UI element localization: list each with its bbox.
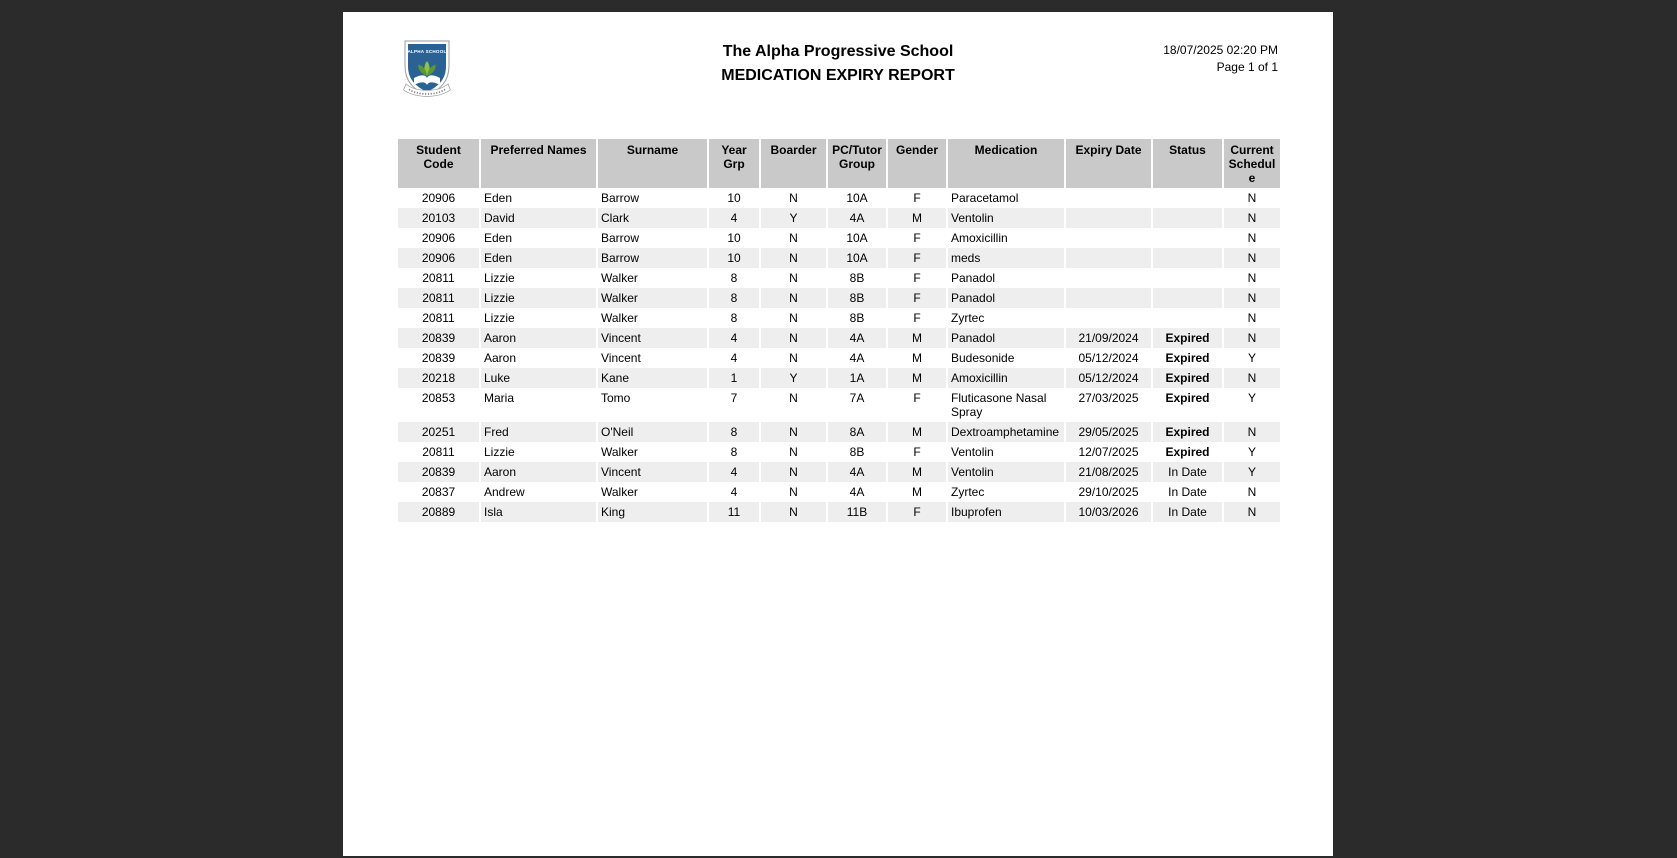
cell-medication: Dextroamphetamine: [947, 422, 1065, 442]
cell-gender: F: [887, 188, 947, 208]
cell-preferred-names: Eden: [480, 248, 597, 268]
cell-preferred-names: Isla: [480, 502, 597, 522]
cell-preferred-names: Fred: [480, 422, 597, 442]
table-row: [398, 388, 1280, 422]
cell-status: Expired: [1152, 388, 1223, 422]
cell-medication: Zyrtec: [947, 308, 1065, 328]
cell-pc-tutor-group: 4A: [827, 482, 887, 502]
cell-gender: M: [887, 422, 947, 442]
column-header-boarder: Boarder: [760, 139, 827, 188]
cell-medication: meds: [947, 248, 1065, 268]
cell-current-schedule: N: [1223, 248, 1280, 268]
cell-student-code: 20839: [398, 328, 480, 348]
cell-preferred-names: Maria: [480, 388, 597, 422]
cell-boarder: N: [760, 462, 827, 482]
column-header-expiry-date: Expiry Date: [1065, 139, 1152, 188]
cell-surname: Vincent: [597, 348, 708, 368]
table-row: [398, 482, 1280, 502]
cell-expiry-date: 27/03/2025: [1065, 388, 1152, 422]
cell-student-code: 20853: [398, 388, 480, 422]
cell-status: Expired: [1152, 422, 1223, 442]
cell-current-schedule: Y: [1247, 351, 1256, 365]
cell-boarder: N: [760, 388, 827, 422]
cell-boarder: Y: [760, 208, 827, 228]
cell-current-schedule: N: [1247, 485, 1257, 499]
cell-student-code: 20811: [398, 442, 480, 462]
cell-expiry-date: [1065, 268, 1152, 288]
cell-medication: Budesonide: [947, 348, 1065, 368]
cell-pc-tutor-group: 11B: [827, 502, 887, 522]
column-header-surname: Surname: [597, 139, 708, 188]
cell-student-code: 20839: [398, 462, 480, 482]
page-indicator: Page 1 of 1: [1216, 60, 1278, 74]
cell-student-code: 20839: [398, 348, 480, 368]
cell-preferred-names: Lizzie: [480, 442, 597, 462]
cell-surname: Vincent: [597, 328, 708, 348]
cell-pc-tutor-group: 8A: [827, 422, 887, 442]
cell-student-code: 20906: [398, 228, 480, 248]
cell-boarder: N: [760, 422, 827, 442]
report-page: [343, 12, 1333, 856]
cell-current-schedule: N: [1223, 208, 1280, 228]
cell-medication: Panadol: [947, 268, 1065, 288]
cell-student-code: 20811: [398, 288, 480, 308]
cell-pc-tutor-group: 1A: [827, 368, 887, 388]
cell-year-grp: 4: [708, 462, 760, 482]
cell-status: [1152, 288, 1223, 308]
cell-gender: F: [887, 308, 947, 328]
cell-expiry-date: 29/10/2025: [1065, 482, 1152, 502]
cell-preferred-names: Aaron: [480, 462, 597, 482]
cell-boarder: N: [760, 268, 827, 288]
cell-gender: M: [887, 328, 947, 348]
cell-status: Expired: [1152, 328, 1223, 348]
cell-pc-tutor-group: 8B: [827, 308, 887, 328]
table-row: [398, 228, 1280, 248]
cell-expiry-date: [1065, 308, 1152, 328]
cell-current-schedule: N: [1247, 231, 1257, 245]
cell-boarder: N: [760, 228, 827, 248]
cell-boarder: N: [760, 482, 827, 502]
cell-pc-tutor-group: 4A: [827, 208, 887, 228]
cell-boarder: N: [760, 442, 827, 462]
cell-boarder: N: [760, 348, 827, 368]
cell-status: [1152, 228, 1223, 248]
cell-surname: Kane: [597, 368, 708, 388]
cell-status: In Date: [1152, 462, 1223, 482]
cell-surname: King: [597, 502, 708, 522]
cell-current-schedule: N: [1247, 271, 1257, 285]
crest-banner-text: ALPHA SCHOOL: [407, 49, 447, 54]
cell-gender: M: [887, 208, 947, 228]
cell-year-grp: 10: [708, 248, 760, 268]
cell-preferred-names: Lizzie: [480, 268, 597, 288]
cell-pc-tutor-group: 10A: [827, 248, 887, 268]
cell-gender: M: [887, 368, 947, 388]
cell-surname: Walker: [597, 482, 708, 502]
cell-pc-tutor-group: 4A: [827, 328, 887, 348]
cell-pc-tutor-group: 8B: [827, 442, 887, 462]
cell-current-schedule: Y: [1247, 391, 1256, 405]
cell-preferred-names: Luke: [480, 368, 597, 388]
column-header-status: Status: [1152, 139, 1223, 188]
cell-pc-tutor-group: 8B: [827, 268, 887, 288]
cell-year-grp: 8: [708, 442, 760, 462]
cell-gender: F: [887, 228, 947, 248]
cell-expiry-date: 29/05/2025: [1065, 422, 1152, 442]
cell-medication: Ibuprofen: [947, 502, 1065, 522]
report-meta: [1163, 42, 1278, 76]
cell-current-schedule: N: [1223, 288, 1280, 308]
cell-current-schedule: N: [1247, 311, 1257, 325]
cell-expiry-date: 10/03/2026: [1065, 502, 1152, 522]
cell-year-grp: 4: [708, 348, 760, 368]
cell-current-schedule: N: [1223, 422, 1280, 442]
cell-expiry-date: [1065, 188, 1152, 208]
cell-expiry-date: 21/08/2025: [1065, 462, 1152, 482]
cell-gender: F: [887, 502, 947, 522]
cell-year-grp: 1: [708, 368, 760, 388]
table-row: [398, 268, 1280, 288]
generated-timestamp: 18/07/2025 02:20 PM: [1163, 43, 1278, 57]
cell-status: [1152, 268, 1223, 288]
cell-medication: Ventolin: [947, 462, 1065, 482]
cell-boarder: N: [760, 248, 827, 268]
cell-year-grp: 10: [708, 188, 760, 208]
cell-medication: Ventolin: [947, 442, 1065, 462]
cell-year-grp: 4: [708, 482, 760, 502]
cell-year-grp: 11: [708, 502, 760, 522]
cell-preferred-names: David: [480, 208, 597, 228]
cell-status: Expired: [1152, 368, 1223, 388]
cell-status: [1152, 188, 1223, 208]
report-title: MEDICATION EXPIRY REPORT: [721, 67, 955, 84]
cell-status: [1152, 248, 1223, 268]
cell-medication: Amoxicillin: [947, 368, 1065, 388]
cell-surname: Vincent: [597, 462, 708, 482]
cell-surname: Barrow: [597, 248, 708, 268]
cell-student-code: 20251: [398, 422, 480, 442]
table-row: [398, 462, 1280, 482]
cell-preferred-names: Eden: [480, 188, 597, 208]
cell-student-code: 20906: [398, 188, 480, 208]
cell-pc-tutor-group: 4A: [827, 348, 887, 368]
cell-boarder: Y: [760, 368, 827, 388]
cell-current-schedule: Y: [1223, 462, 1280, 482]
cell-preferred-names: Eden: [480, 228, 597, 248]
cell-gender: M: [887, 348, 947, 368]
cell-medication: Paracetamol: [947, 188, 1065, 208]
cell-pc-tutor-group: 10A: [827, 228, 887, 248]
table-row: [398, 248, 1280, 268]
cell-year-grp: 8: [708, 308, 760, 328]
cell-surname: Walker: [597, 288, 708, 308]
table-header-row: [398, 139, 1280, 188]
cell-year-grp: 7: [708, 388, 760, 422]
medication-expiry-table: [398, 139, 1280, 522]
cell-student-code: 20837: [398, 482, 480, 502]
table-row: [398, 308, 1280, 328]
cell-pc-tutor-group: 4A: [827, 462, 887, 482]
cell-year-grp: 4: [708, 328, 760, 348]
cell-student-code: 20811: [398, 308, 480, 328]
cell-medication: Zyrtec: [947, 482, 1065, 502]
table-row: [398, 208, 1280, 228]
cell-student-code: 20218: [398, 368, 480, 388]
cell-surname: O'Neil: [597, 422, 708, 442]
cell-year-grp: 4: [708, 208, 760, 228]
cell-gender: M: [887, 482, 947, 502]
cell-medication: Panadol: [947, 328, 1065, 348]
school-name: The Alpha Progressive School: [722, 43, 954, 60]
cell-current-schedule: N: [1223, 368, 1280, 388]
cell-preferred-names: Aaron: [480, 328, 597, 348]
column-header-preferred-names: Preferred Names: [480, 139, 597, 188]
cell-surname: Clark: [597, 208, 708, 228]
column-header-student-code: Student Code: [398, 139, 480, 188]
column-header-year-grp: Year Grp: [708, 139, 760, 188]
column-header-pc-tutor-group: PC/Tutor Group: [827, 139, 887, 188]
cell-status: Expired: [1152, 442, 1223, 462]
cell-boarder: N: [760, 502, 827, 522]
cell-preferred-names: Andrew: [480, 482, 597, 502]
cell-expiry-date: [1065, 208, 1152, 228]
cell-status: Expired: [1152, 348, 1223, 368]
cell-surname: Barrow: [597, 188, 708, 208]
table-row: [398, 422, 1280, 442]
cell-expiry-date: 05/12/2024: [1065, 368, 1152, 388]
cell-year-grp: 8: [708, 422, 760, 442]
cell-expiry-date: [1065, 228, 1152, 248]
cell-gender: F: [887, 248, 947, 268]
cell-surname: Walker: [597, 268, 708, 288]
cell-pc-tutor-group: 7A: [827, 388, 887, 422]
cell-current-schedule: N: [1247, 191, 1257, 205]
cell-preferred-names: Lizzie: [480, 288, 597, 308]
cell-status: In Date: [1152, 482, 1223, 502]
cell-year-grp: 8: [708, 288, 760, 308]
cell-surname: Walker: [597, 442, 708, 462]
cell-boarder: N: [760, 308, 827, 328]
table-row: [398, 328, 1280, 348]
column-header-current-schedule: Current Schedule: [1223, 139, 1280, 188]
cell-student-code: 20889: [398, 502, 480, 522]
cell-year-grp: 10: [708, 228, 760, 248]
cell-current-schedule: N: [1223, 328, 1280, 348]
cell-boarder: N: [760, 188, 827, 208]
cell-medication: Ventolin: [947, 208, 1065, 228]
cell-expiry-date: 21/09/2024: [1065, 328, 1152, 348]
cell-surname: Walker: [597, 308, 708, 328]
cell-boarder: N: [760, 288, 827, 308]
table-row: [398, 348, 1280, 368]
table-body: [398, 188, 1280, 522]
cell-gender: M: [887, 462, 947, 482]
cell-pc-tutor-group: 8B: [827, 288, 887, 308]
cell-student-code: 20811: [398, 268, 480, 288]
cell-expiry-date: [1065, 248, 1152, 268]
cell-surname: Tomo: [597, 388, 708, 422]
cell-gender: F: [887, 288, 947, 308]
cell-pc-tutor-group: 10A: [827, 188, 887, 208]
cell-student-code: 20906: [398, 248, 480, 268]
cell-gender: F: [887, 388, 947, 422]
cell-status: [1152, 308, 1223, 328]
cell-expiry-date: 05/12/2024: [1065, 348, 1152, 368]
cell-medication: Panadol: [947, 288, 1065, 308]
cell-current-schedule: Y: [1247, 445, 1256, 459]
table-row: [398, 288, 1280, 308]
cell-student-code: 20103: [398, 208, 480, 228]
table-row: [398, 188, 1280, 208]
cell-gender: F: [887, 268, 947, 288]
cell-surname: Barrow: [597, 228, 708, 248]
cell-boarder: N: [760, 328, 827, 348]
cell-medication: Fluticasone Nasal Spray: [947, 388, 1065, 422]
cell-status: In Date: [1152, 502, 1223, 522]
cell-gender: F: [887, 442, 947, 462]
cell-expiry-date: [1065, 288, 1152, 308]
cell-preferred-names: Aaron: [480, 348, 597, 368]
table-row: [398, 368, 1280, 388]
table-row: [398, 442, 1280, 462]
cell-medication: Amoxicillin: [947, 228, 1065, 248]
table-row: [398, 502, 1280, 522]
cell-year-grp: 8: [708, 268, 760, 288]
cell-status: [1152, 208, 1223, 228]
cell-preferred-names: Lizzie: [480, 308, 597, 328]
cell-expiry-date: 12/07/2025: [1065, 442, 1152, 462]
table-header: [398, 139, 1280, 188]
column-header-medication: Medication: [947, 139, 1065, 188]
cell-current-schedule: N: [1223, 502, 1280, 522]
column-header-gender: Gender: [887, 139, 947, 188]
